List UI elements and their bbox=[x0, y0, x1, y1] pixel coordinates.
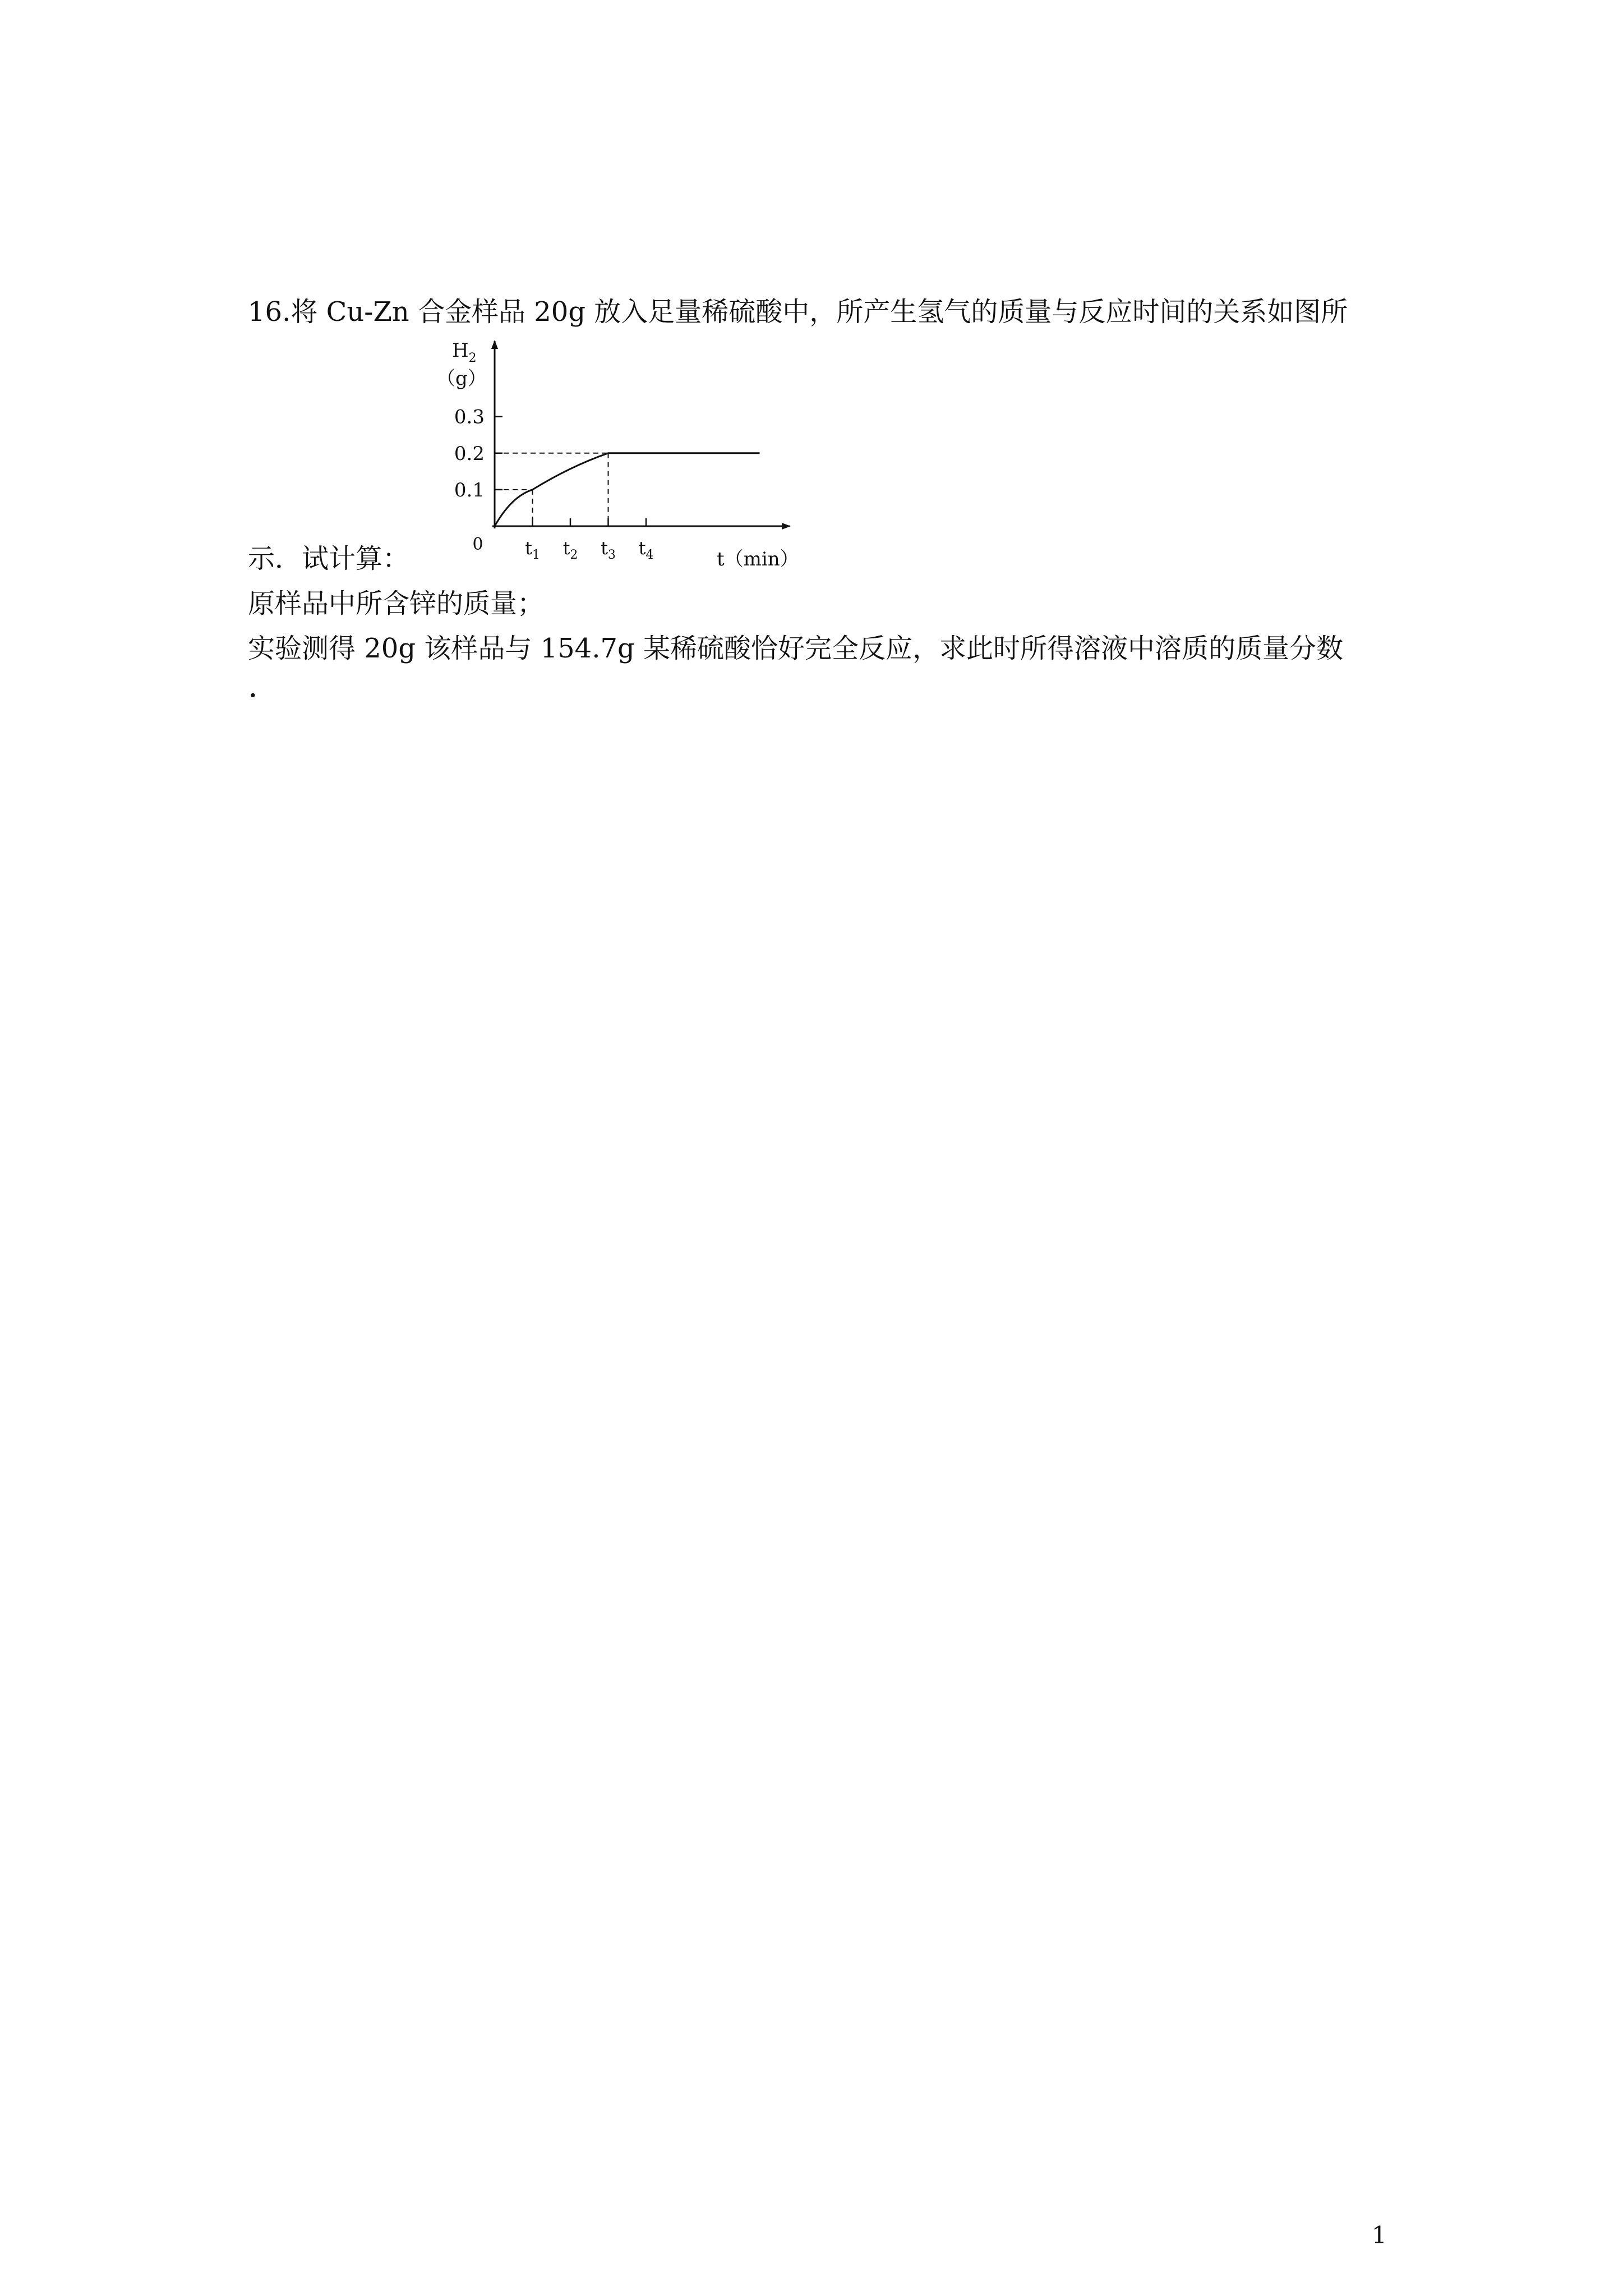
y-axis-symbol: H bbox=[452, 339, 469, 362]
hydrogen-mass-time-graph bbox=[419, 334, 818, 578]
question-trailing-period: . bbox=[248, 668, 258, 705]
y-tick-label: 0.1 bbox=[454, 478, 485, 501]
x-tick-subscript: 1 bbox=[532, 548, 540, 562]
y-axis-subscript: 2 bbox=[468, 351, 477, 365]
x-tick-base: t bbox=[601, 537, 608, 559]
question-text-line-2: 示．试计算： bbox=[248, 543, 410, 574]
y-tick-label: 0.3 bbox=[454, 406, 485, 429]
x-tick-label bbox=[563, 537, 578, 562]
x-tick-subscript: 4 bbox=[645, 548, 654, 562]
question-text-line-1: 16.将 Cu-Zn 合金样品 20g 放入足量稀硫酸中，所产生氢气的质量与反应时间的关系如图所 bbox=[248, 296, 1348, 328]
x-tick-subscript: 3 bbox=[607, 548, 616, 562]
question-part-2: 实验测得 20g 该样品与 154.7g 某稀硫酸恰好完全反应，求此时所得溶液中溶质的质量分数 bbox=[248, 633, 1343, 664]
y-axis-unit: （g） bbox=[436, 367, 487, 390]
x-tick-label bbox=[639, 537, 654, 562]
origin-label: 0 bbox=[472, 535, 483, 554]
page-number: 1 bbox=[1372, 2221, 1387, 2249]
x-tick-label bbox=[601, 537, 616, 562]
x-tick-base: t bbox=[525, 537, 532, 559]
x-tick-subscript: 2 bbox=[570, 548, 578, 562]
hydrogen-mass-curve bbox=[495, 453, 760, 526]
x-tick-label bbox=[525, 537, 540, 562]
question-part-1: 原样品中所含锌的质量； bbox=[248, 588, 545, 619]
y-tick-label: 0.2 bbox=[454, 442, 485, 465]
x-tick-base: t bbox=[638, 537, 646, 559]
x-axis-label: t（min） bbox=[717, 548, 799, 570]
x-tick-base: t bbox=[562, 537, 570, 559]
y-axis-label bbox=[452, 339, 477, 365]
